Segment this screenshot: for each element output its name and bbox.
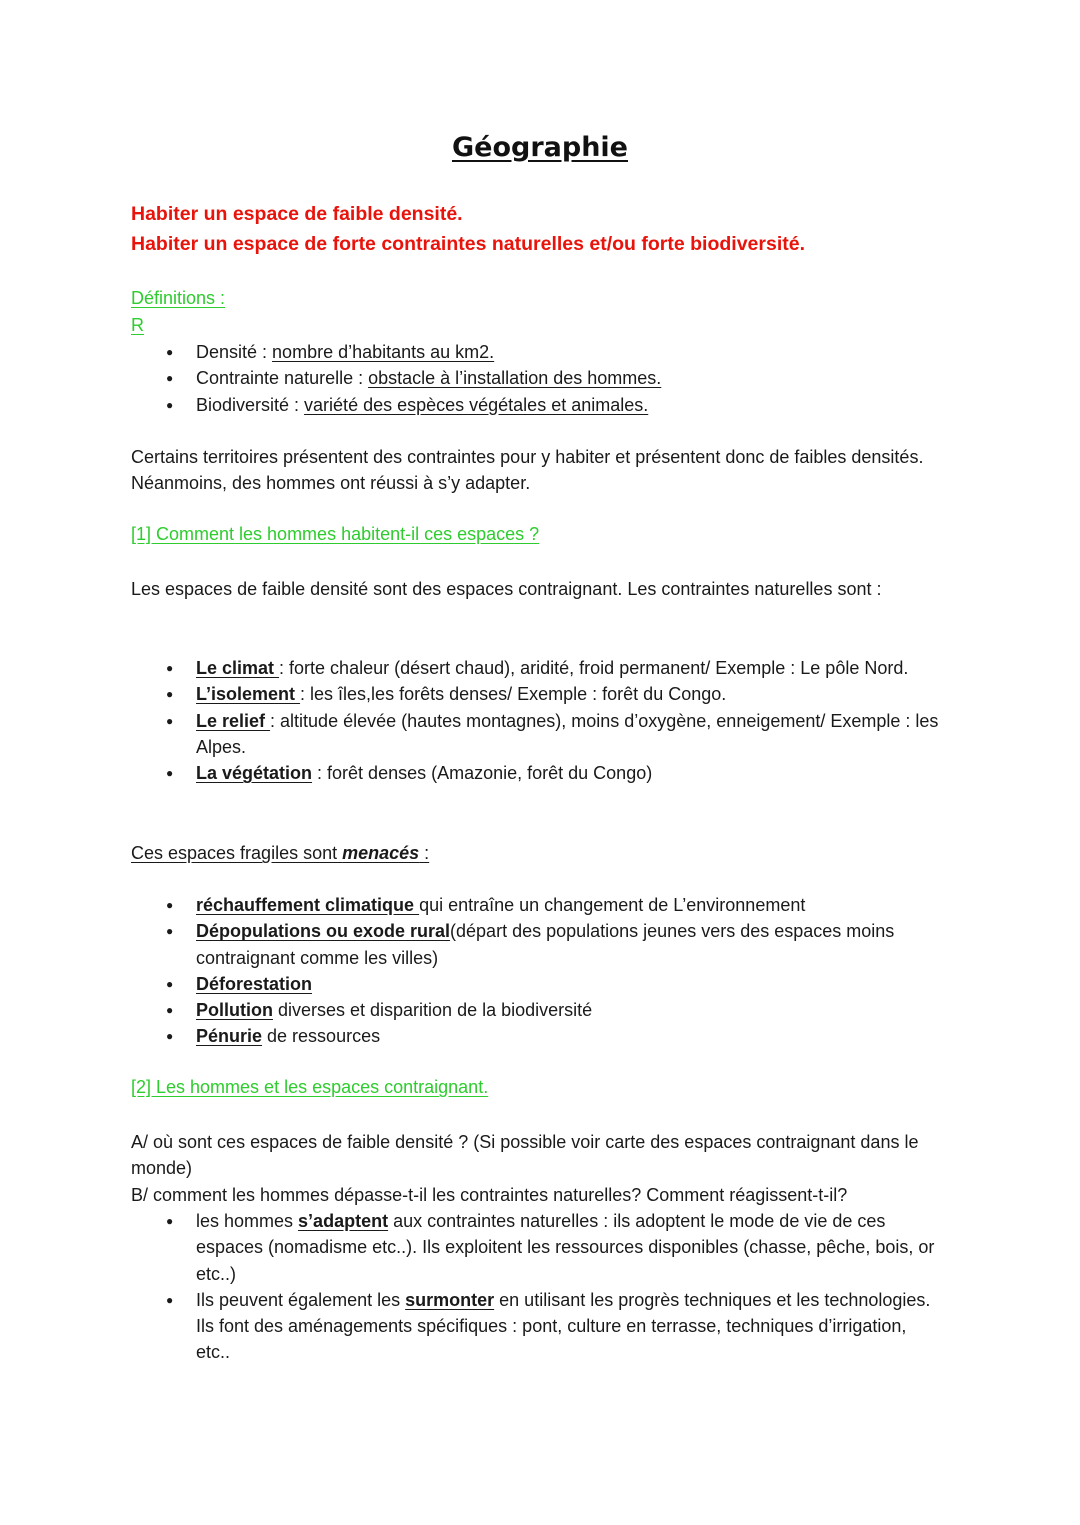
adaptation-pre: les hommes <box>196 1211 299 1231</box>
list-item <box>131 392 941 418</box>
constraint-text: : les îles,les forêts denses/ Exemple : forêt du Congo. <box>300 684 727 705</box>
adaptation-term: surmonter <box>405 1289 495 1310</box>
intro-paragraph: Certains territoires présentent des contraintes pour y habiter et présentent donc de faibles densités. Néanmoins, des hommes ont réussi à s’y adapter. <box>131 447 924 494</box>
list-item <box>131 1023 941 1049</box>
adaptation-pre: Ils peuvent également les <box>196 1289 406 1310</box>
list-item <box>131 1208 941 1287</box>
section1-heading: [1] Comment les hommes habitent-il ces espaces ? <box>131 524 540 544</box>
threat-term: Déforestation <box>196 973 313 994</box>
definition-term: Biodiversité : <box>196 394 305 415</box>
threats-heading <box>131 840 941 866</box>
heading-low-density: Habiter un espace de faible densité. <box>131 203 463 225</box>
constraint-term: Le climat <box>196 658 280 678</box>
list-item <box>131 655 941 681</box>
threats-list <box>131 892 941 1050</box>
definition-text: variété des espèces végétales et animales. <box>304 394 649 415</box>
section2-heading: [2] Les hommes et les espaces contraignant. <box>131 1077 489 1097</box>
threat-text: qui entraîne un changement de L’environnement <box>419 895 806 915</box>
threat-term: Dépopulations ou exode rural <box>196 921 451 942</box>
definition-text: nombre d’habitants au km2. <box>272 342 495 362</box>
threat-term: Pénurie <box>196 1026 263 1047</box>
page-title: Géographie <box>451 132 628 163</box>
question-b: B/ comment les hommes dépasse-t-il les contraintes naturelles? Comment réagissent-t-il? <box>131 1185 848 1205</box>
threats-heading-emphasis: menacés <box>342 843 420 863</box>
definition-term: Contrainte naturelle : <box>196 368 369 389</box>
definitions-letter: R <box>131 315 144 335</box>
list-item <box>131 918 941 971</box>
adaptation-text: aux contraintes naturelles : ils adoptent le mode de vie de ces espaces (nomadisme etc..). Ils exploitent les ressources disponibles (chasse, pêche, bois, or etc..) <box>196 1211 935 1284</box>
constraint-text: : altitude élevée (hautes montagnes), moins d’oxygène, enneigement/ Exemple : les Alpes. <box>196 710 939 757</box>
list-item <box>131 339 941 365</box>
definitions-list <box>131 339 941 418</box>
threat-term: Pollution <box>196 1000 273 1021</box>
constraint-term: La végétation <box>196 763 313 784</box>
threat-text: de ressources <box>262 1026 381 1047</box>
adaptation-term: s’adaptent <box>298 1211 389 1231</box>
constraint-term: Le relief <box>196 710 271 731</box>
constraint-text: : forêt denses (Amazonie, forêt du Congo) <box>312 763 653 784</box>
adaptation-list <box>131 1208 941 1366</box>
definition-text: obstacle à l’installation des hommes. <box>368 368 662 389</box>
threat-term: réchauffement climatique <box>196 895 420 915</box>
list-item <box>131 997 941 1023</box>
list-item <box>131 365 941 391</box>
constraint-text: : forte chaleur (désert chaud), aridité, froid permanent/ Exemple : Le pôle Nord. <box>279 658 909 678</box>
list-item <box>131 1287 941 1366</box>
heading-natural-constraints: Habiter un espace de forte contraintes naturelles et/ou forte biodiversité. <box>131 233 805 255</box>
threat-text: diverses et disparition de la biodiversité <box>272 1000 593 1021</box>
threat-text: (départ des populations jeunes vers des espaces moins contraignant comme les villes) <box>196 921 895 968</box>
threats-heading-start: Ces espaces fragiles sont <box>131 843 343 863</box>
definition-term: Densité : <box>196 342 273 362</box>
threats-heading-end: : <box>419 843 430 863</box>
list-item <box>131 971 941 997</box>
question-a: A/ où sont ces espaces de faible densité ? (Si possible voir carte des espaces contraignant dans le monde) <box>131 1132 919 1179</box>
list-item <box>131 708 941 761</box>
list-item <box>131 760 941 786</box>
constraint-term: L’isolement <box>196 684 301 705</box>
constraints-list <box>131 655 941 786</box>
list-item <box>131 681 941 707</box>
list-item <box>131 892 941 918</box>
adaptation-text: en utilisant les progrès techniques et les technologies. Ils font des aménagements spécifiques : pont, culture en terrasse, techniques d’irrigation, etc.. <box>196 1289 931 1363</box>
definitions-heading: Définitions : <box>131 288 226 308</box>
section1-paragraph: Les espaces de faible densité sont des espaces contraignant. Les contraintes naturelles sont : <box>131 579 882 599</box>
